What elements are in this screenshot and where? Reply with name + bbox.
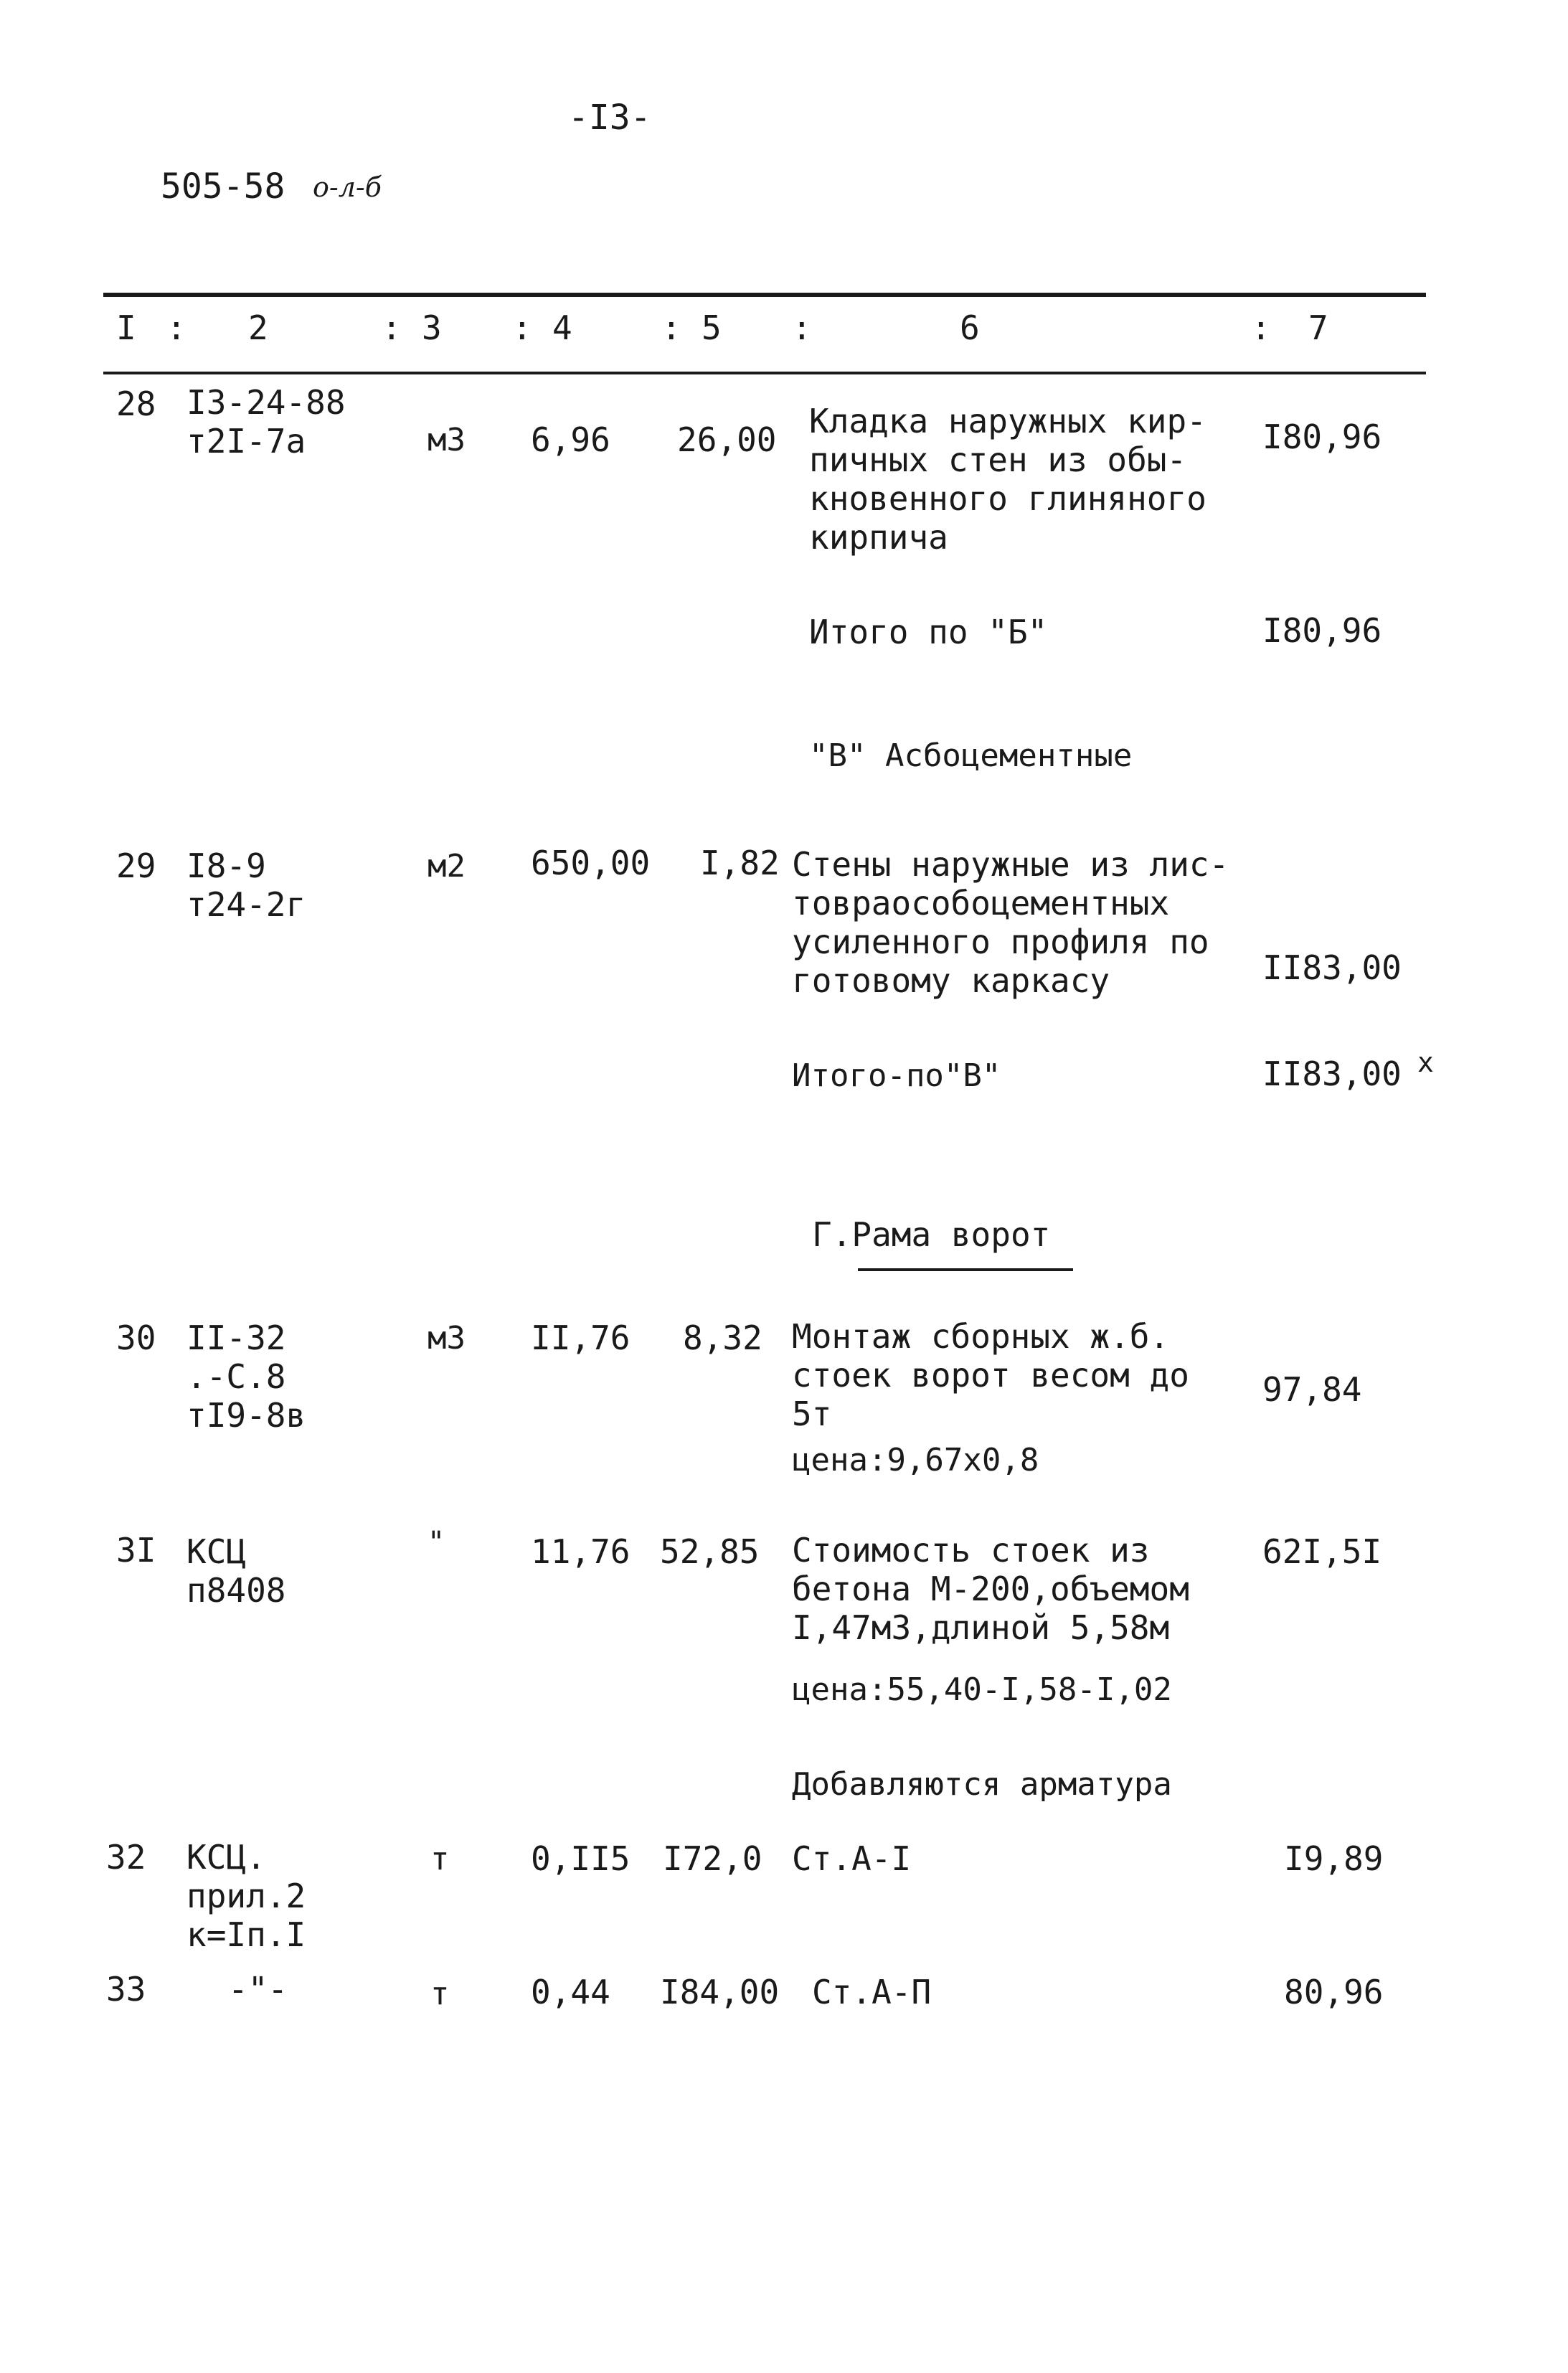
col-sep: :: [661, 308, 681, 347]
row-unit: т: [430, 1976, 450, 2012]
row-code: II-32 .-С.8 тI9-8в: [186, 1318, 306, 1435]
col-header-2: 2: [248, 308, 268, 347]
section-heading: "В" Асбоцементные: [809, 737, 1133, 774]
row-total: 62I,5I: [1262, 1532, 1382, 1571]
row-description: Ст.А-П: [812, 1973, 932, 2011]
footnote-mark: x: [1417, 1047, 1434, 1078]
row-quantity: 11,76: [531, 1532, 630, 1571]
table-header-rule: [103, 372, 1426, 374]
row-unit: м3: [428, 422, 466, 458]
row-unit: м3: [428, 1320, 466, 1357]
row-quantity: 0,II5: [531, 1839, 630, 1878]
section-underline: [858, 1268, 1073, 1271]
row-price: 52,85: [660, 1532, 760, 1571]
row-price: 8,32: [683, 1318, 762, 1357]
section-heading: Г.Рама ворот: [812, 1215, 1051, 1254]
subtotal-label: Итого-по"В": [792, 1057, 1001, 1094]
row-total: I80,96: [1262, 417, 1382, 456]
subtotal-value: I80,96: [1262, 611, 1382, 650]
subtotal-value: II83,00: [1262, 1055, 1402, 1093]
row-number: 3I: [116, 1531, 156, 1570]
row-description: Монтаж сборных ж.б. стоек ворот весом до 5т: [792, 1317, 1189, 1433]
row-unit: т: [430, 1841, 450, 1877]
col-sep: :: [512, 308, 532, 347]
document-code: 505-58: [161, 166, 285, 207]
row-description: Кладка наружных кир- пичных стен из обы- кновенного глиняного кирпича: [809, 402, 1206, 557]
row-code: I3-24-88 т2I-7а: [186, 383, 346, 461]
table-top-rule: [103, 293, 1426, 297]
row-number: 33: [106, 1970, 146, 2009]
col-header-3: 3: [422, 308, 442, 347]
row-unit: м2: [428, 848, 466, 884]
col-header-5: 5: [702, 308, 722, 347]
handwritten-note: о-л-б: [313, 171, 382, 203]
row-number: 30: [116, 1318, 156, 1357]
row-total: I9,89: [1284, 1839, 1384, 1878]
page-number: -I3-: [568, 98, 651, 138]
row-total: 80,96: [1284, 1973, 1384, 2011]
row-price: I72,0: [663, 1839, 762, 1878]
row-quantity: 650,00: [531, 844, 651, 882]
row-number: 28: [116, 385, 156, 423]
row-price: I84,00: [660, 1973, 780, 2011]
col-header-7: 7: [1308, 308, 1328, 347]
row-quantity: 6,96: [531, 420, 610, 459]
row-number: 29: [116, 846, 156, 885]
row-description: Стоимость стоек из бетона М-200,объемом I,47м3,длиной 5,58м: [792, 1531, 1189, 1647]
row-price: 26,00: [677, 420, 777, 459]
row-total: 97,84: [1262, 1370, 1362, 1409]
row-total: II83,00: [1262, 948, 1402, 987]
row-unit: ": [428, 1526, 445, 1559]
row-code: КСЦ. прил.2 к=Iп.I: [186, 1838, 306, 1954]
row-number: 32: [106, 1838, 146, 1877]
col-sep: :: [1251, 308, 1271, 347]
row-quantity: 0,44: [531, 1973, 610, 2011]
row-code: КСЦ п8408: [186, 1532, 286, 1610]
row-code: I8-9 т24-2г: [186, 846, 306, 924]
row-note: цена:55,40-I,58-I,02: [792, 1671, 1172, 1708]
col-header-1: I: [116, 308, 136, 347]
col-sep: :: [792, 308, 812, 347]
col-sep: :: [166, 308, 186, 347]
row-description: Стены наружные из лис- товраособоцементных усиленного профиля по готовому каркасу: [792, 845, 1229, 1000]
subtotal-label: Итого по "Б": [809, 613, 1048, 651]
section-note: Добавляются арматура: [792, 1766, 1172, 1803]
row-price: I,82: [700, 844, 780, 882]
col-header-6: 6: [960, 308, 980, 347]
row-note: цена:9,67х0,8: [792, 1442, 1039, 1478]
row-description: Ст.А-I: [792, 1839, 912, 1878]
row-code: -"-: [228, 1970, 288, 2009]
row-quantity: II,76: [531, 1318, 630, 1357]
col-header-4: 4: [552, 308, 572, 347]
col-sep: :: [382, 308, 402, 347]
